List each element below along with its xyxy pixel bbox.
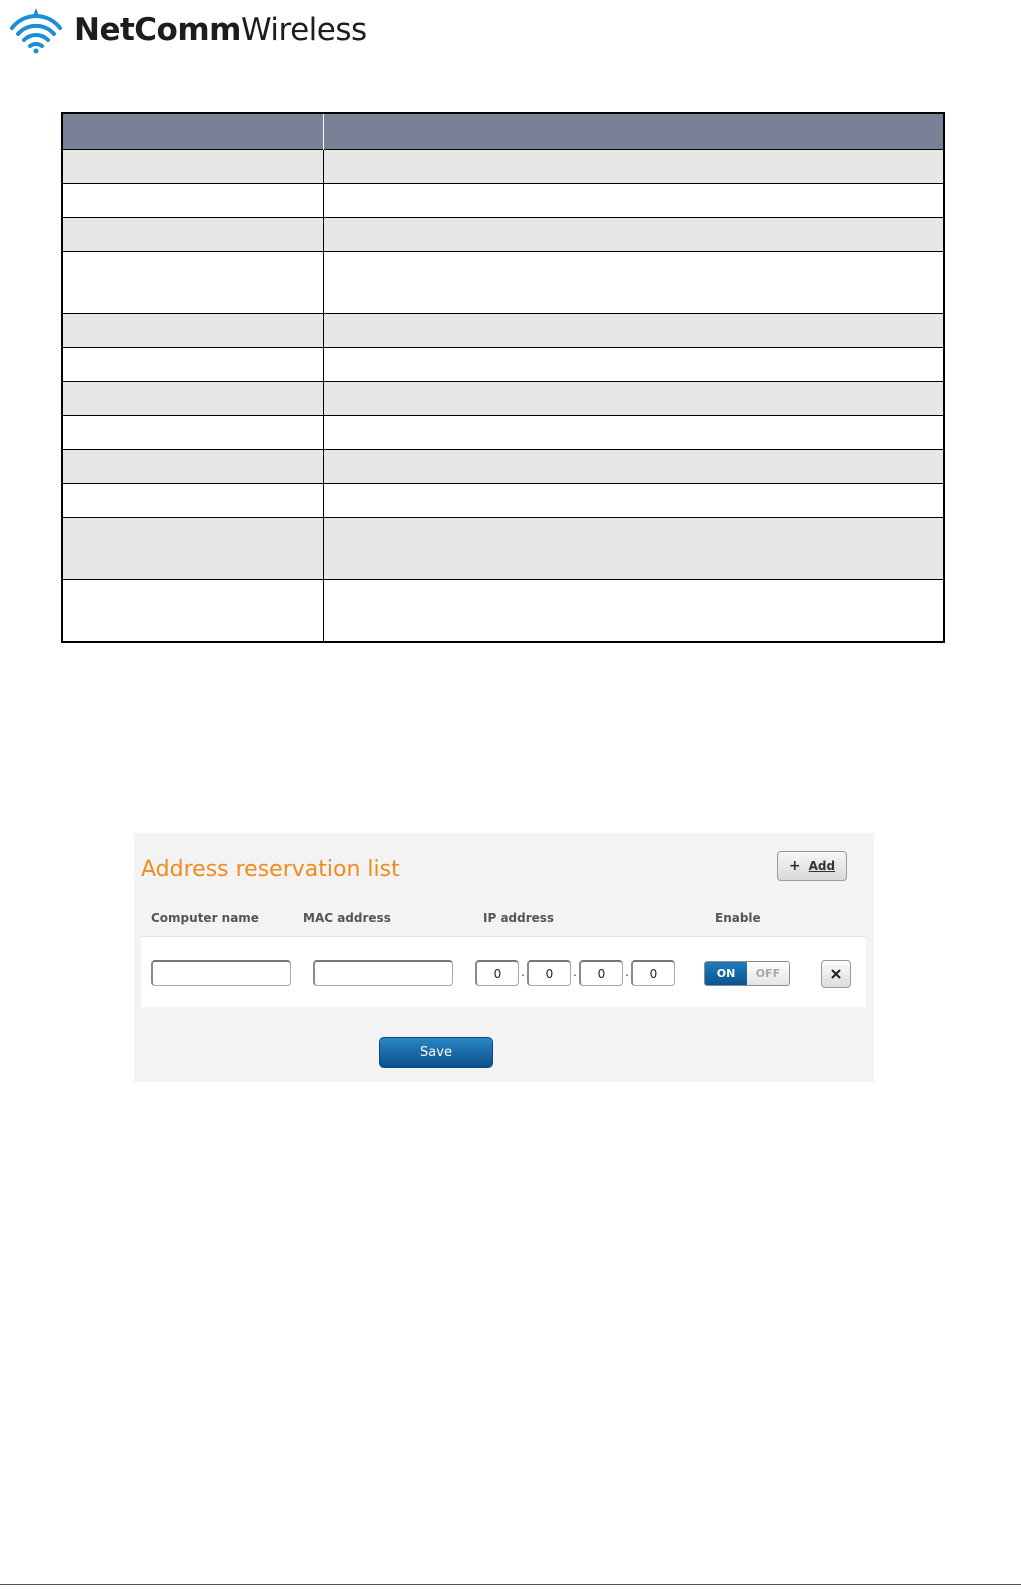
table-row <box>62 252 944 314</box>
table-cell <box>324 416 945 450</box>
table-header-cell <box>324 113 945 150</box>
table-cell <box>324 314 945 348</box>
table-cell <box>324 450 945 484</box>
table-cell <box>62 150 324 184</box>
ip-octet-4-input[interactable]: 0 <box>631 960 675 986</box>
table-cell <box>62 314 324 348</box>
mac-address-input[interactable] <box>313 960 453 986</box>
table-row <box>62 416 944 450</box>
table-row <box>62 348 944 382</box>
address-reservation-panel <box>134 833 874 1082</box>
delete-row-button[interactable] <box>821 960 851 988</box>
settings-table <box>61 112 945 643</box>
table-row <box>62 518 944 580</box>
table-cell <box>324 184 945 218</box>
table-header-cell <box>62 113 324 150</box>
ip-octet-1-input[interactable]: 0 <box>475 960 519 986</box>
table-row <box>62 314 944 348</box>
reservation-row <box>141 936 866 1007</box>
save-button[interactable]: Save <box>379 1037 493 1068</box>
add-button[interactable] <box>777 851 847 881</box>
brand-name-light: Wireless <box>240 12 367 48</box>
ip-octet-2-input[interactable]: 0 <box>527 960 571 986</box>
ip-separator: . <box>573 965 577 979</box>
brand-name <box>74 12 367 48</box>
panel-title: Address reservation list <box>141 857 400 882</box>
table-cell <box>62 518 324 580</box>
footer-divider <box>0 1584 1021 1585</box>
table-cell <box>324 348 945 382</box>
table-cell <box>62 484 324 518</box>
table-cell <box>62 348 324 382</box>
table-row <box>62 184 944 218</box>
table-cell <box>324 518 945 580</box>
close-icon <box>831 969 841 979</box>
brand-logo <box>8 4 367 56</box>
computer-name-input[interactable] <box>151 960 291 986</box>
column-header-mac-address: MAC address <box>303 911 391 925</box>
table-row <box>62 580 944 643</box>
table-row <box>62 150 944 184</box>
table-cell <box>62 416 324 450</box>
table-cell <box>324 580 945 643</box>
ip-octet-3-input[interactable]: 0 <box>579 960 623 986</box>
table-cell <box>62 218 324 252</box>
enable-toggle[interactable] <box>704 961 790 986</box>
table-cell <box>324 218 945 252</box>
toggle-on-label: ON <box>705 962 747 985</box>
table-cell <box>62 580 324 643</box>
wifi-signal-icon <box>8 6 64 54</box>
table-row <box>62 382 944 416</box>
table-body <box>62 150 944 643</box>
ip-separator: . <box>521 965 525 979</box>
column-header-ip-address: IP address <box>483 911 555 925</box>
toggle-off-label: OFF <box>747 962 789 985</box>
table-cell <box>324 484 945 518</box>
column-header-computer-name: Computer name <box>151 911 259 925</box>
table-cell <box>324 382 945 416</box>
table-row <box>62 218 944 252</box>
table-cell <box>62 382 324 416</box>
table-header-row <box>62 113 944 150</box>
table-row <box>62 450 944 484</box>
table-cell <box>62 184 324 218</box>
table-cell <box>62 252 324 314</box>
table-cell <box>62 450 324 484</box>
add-button-label: Add <box>808 859 836 873</box>
table-cell <box>324 150 945 184</box>
table-cell <box>324 252 945 314</box>
table-row <box>62 484 944 518</box>
column-header-enable: Enable <box>715 911 761 925</box>
plus-icon: + <box>788 858 801 874</box>
brand-name-bold: NetComm <box>74 12 241 48</box>
ip-separator: . <box>625 965 629 979</box>
